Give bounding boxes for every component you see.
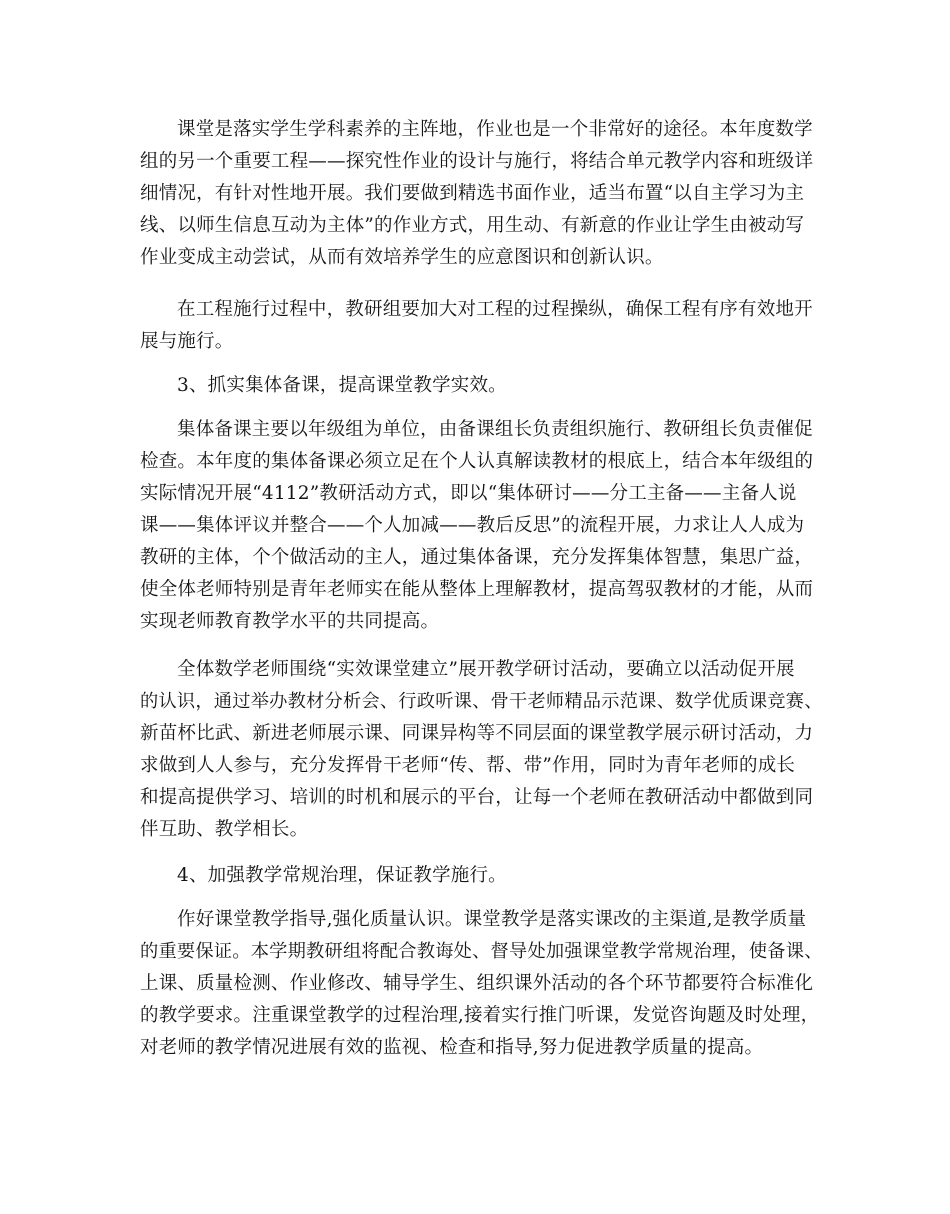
- paragraph-line: 和提高提供学习、培训的时机和展示的平台，让每一个老师在教研活动中都做到同: [140, 787, 814, 808]
- paragraph-line: 求做到人人参与，充分发挥骨干老师“传、帮、带”作用，同时为青年老师的成长: [140, 755, 796, 776]
- section-heading: 3、抓实集体备课，提高课堂教学实效。: [177, 375, 507, 396]
- paragraph-line: 作好课堂教学指导,强化质量认识。课堂教学是落实课改的主渠道,是教学质量: [177, 909, 807, 930]
- paragraph-line: 课堂是落实学生学科素养的主阵地，作业也是一个非常好的途径。本年度数学: [177, 119, 813, 140]
- paragraph-line: 集体备课主要以年级组为单位，由备课组长负责组织施行、教研组长负责催促: [177, 419, 813, 440]
- paragraph-line: 组的另一个重要工程——探究性作业的设计与施行，将结合单元教学内容和班级详: [140, 151, 814, 172]
- paragraph-line: 对老师的教学情况进展有效的监视、检查和指导,努力促进教学质量的提高。: [140, 1037, 764, 1058]
- paragraph-line: 线、以师生信息互动为主体”的作业方式，用生动、有新意的作业让学生由被动写: [140, 215, 805, 236]
- paragraph-line: 课——集体评议并整合——个人加减——教后反思”的流程开展，力求让人人成为: [140, 515, 805, 536]
- paragraph-line: 的重要保证。本学期教研组将配合教诲处、督导处加强课堂教学常规治理，使备课、: [140, 941, 823, 962]
- paragraph-line: 细情况，有针对性地开展。我们要做到精选书面作业，适当布置“以自主学习为主: [140, 183, 805, 204]
- paragraph-line: 作业变成主动尝试，从而有效培养学生的应意图识和创新认识。: [140, 247, 664, 268]
- paragraph-line: 实现老师教育教学水平的共同提高。: [140, 611, 440, 632]
- paragraph-line: 实际情况开展“4112”教研活动方式，即以“集体研讨——分工主备——主备人说: [140, 483, 797, 504]
- paragraph-line: 检查。本年度的集体备课必须立足在个人认真解读教材的根底上，结合本年级组的: [140, 451, 814, 472]
- paragraph-line: 伴互助、教学相长。: [140, 819, 309, 840]
- paragraph-line: 上课、质量检测、作业修改、辅导学生、组织课外活动的各个环节都要符合标准化: [140, 973, 814, 994]
- paragraph-line: 的教学要求。注重课堂教学的过程治理,接着实行推门听课，发觉咨询题及时处理，: [140, 1005, 820, 1026]
- paragraph-line: 教研的主体，个个做活动的主人，通过集体备课，充分发挥集体智慧，集思广益，: [140, 547, 814, 568]
- paragraph-line: 在工程施行过程中，教研组要加大对工程的过程操纵，确保工程有序有效地开: [177, 299, 813, 320]
- paragraph-line: 使全体老师特别是青年老师实在能从整体上理解教材，提高驾驭教材的才能，从而: [140, 579, 814, 600]
- paragraph-line: 的认识，通过举办教材分析会、行政听课、骨干老师精品示范课、数学优质课竞赛、: [140, 691, 823, 712]
- paragraph-line: 展与施行。: [140, 331, 234, 352]
- paragraph-line: 新苗杯比武、新进老师展示课、同课异构等不同层面的课堂教学展示研讨活动，力: [140, 723, 814, 744]
- paragraph-line: 全体数学老师围绕“实效课堂建立”展开教学研讨活动，要确立以活动促开展: [177, 659, 795, 680]
- section-heading: 4、加强教学常规治理，保证教学施行。: [177, 865, 507, 886]
